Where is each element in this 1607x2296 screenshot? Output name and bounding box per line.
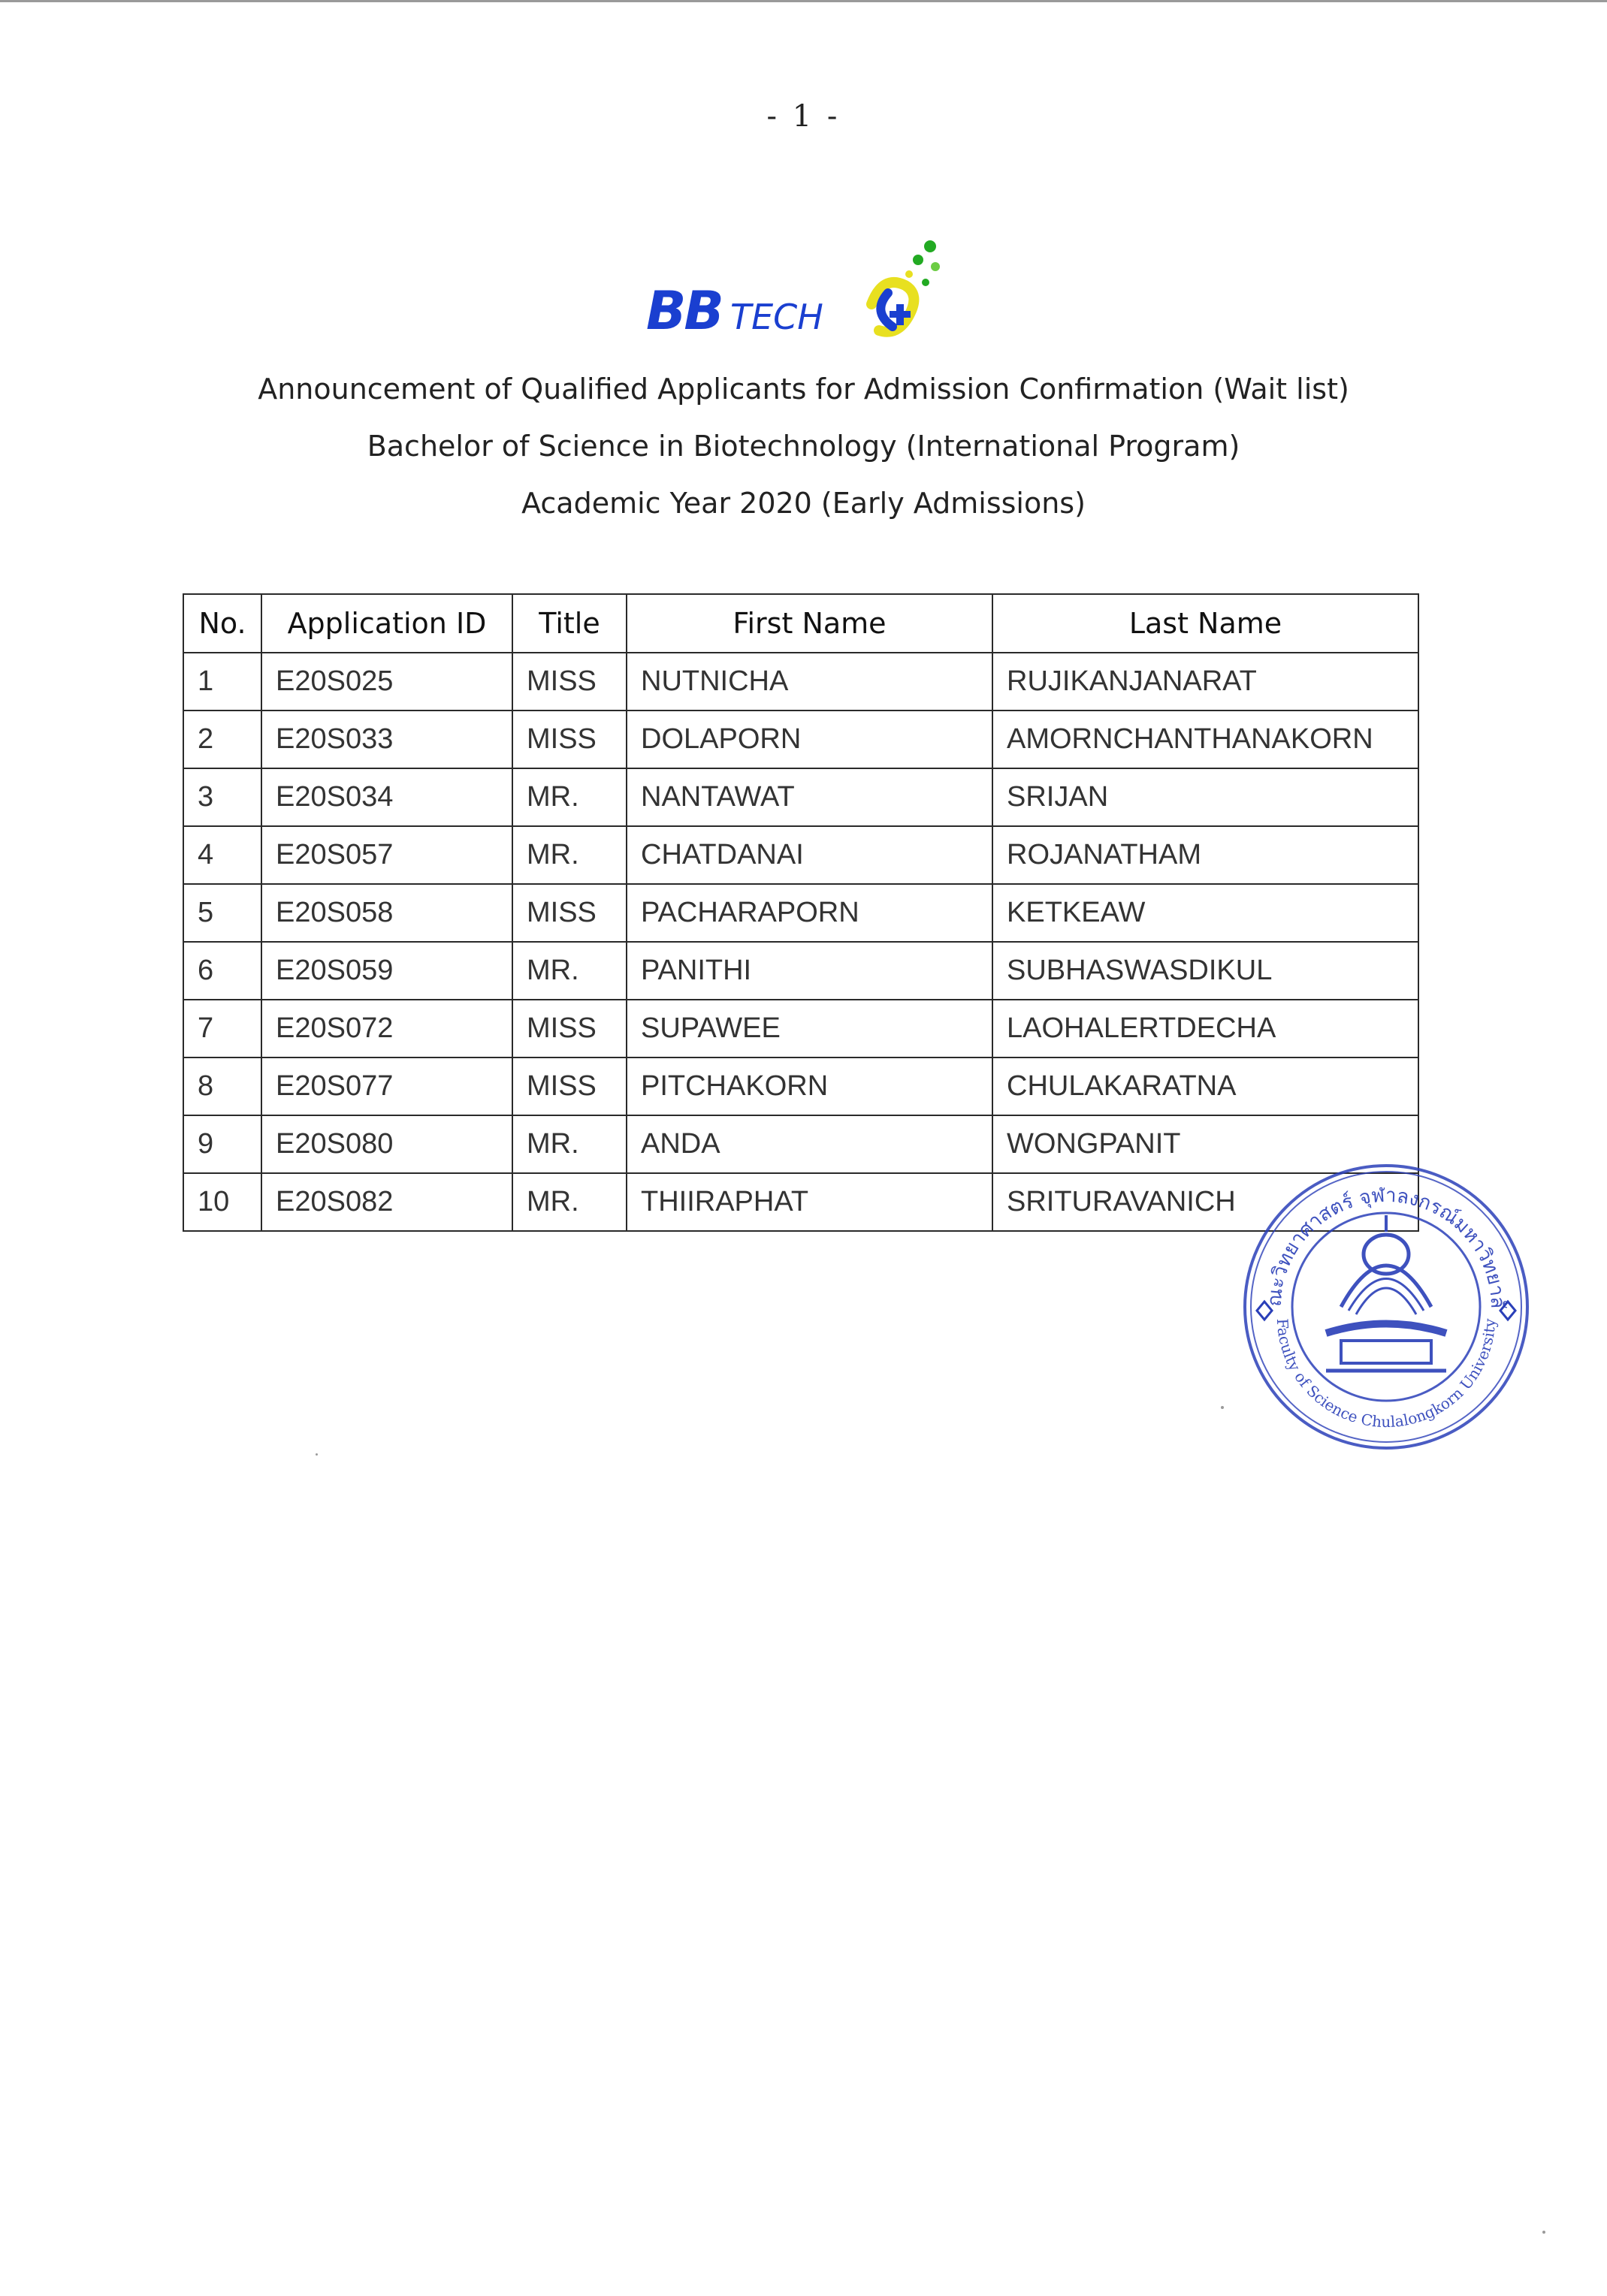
cell-application-id: E20S033 [261,711,512,768]
table-header-row [183,594,1418,653]
faculty-seal [1236,1157,1536,1457]
cell-last-name: SUBHASWASDIKUL [992,942,1418,1000]
cell-no: 8 [183,1057,261,1115]
column-header-last-name: Last Name [992,594,1418,653]
cell-last-name: SRIJAN [992,768,1418,826]
column-header-first-name: First Name [627,594,992,653]
bbtech-logo [646,233,947,345]
table-row [183,711,1418,768]
scan-speck [1542,2231,1545,2234]
university-emblem-icon [1236,1157,1536,1457]
cell-first-name: PANITHI [627,942,992,1000]
cell-last-name: AMORNCHANTHANAKORN [992,711,1418,768]
svg-text:Faculty of Science Chulalongko [1273,1317,1499,1431]
svg-text:BB: BB [646,280,722,342]
cell-application-id: E20S082 [261,1173,512,1231]
column-header-no: No. [183,594,261,653]
cell-title: MR. [512,942,627,1000]
cell-last-name: KETKEAW [992,884,1418,942]
table-row [183,1115,1418,1173]
announcement-title: Announcement of Qualified Applicants for Admission Confirmation (Wait list) [258,373,1349,406]
cell-no: 9 [183,1115,261,1173]
cell-first-name: DOLAPORN [627,711,992,768]
cell-last-name: ROJANATHAM [992,826,1418,884]
table-row [183,942,1418,1000]
page-number: - 1 - [766,99,841,134]
cell-title: MISS [512,884,627,942]
cell-first-name: PACHARAPORN [627,884,992,942]
applicants-table [183,593,1419,1232]
cell-title: MISS [512,1000,627,1057]
cell-title: MISS [512,653,627,711]
cell-title: MR. [512,768,627,826]
column-header-application-id: Application ID [261,594,512,653]
cell-first-name: THIIRAPHAT [627,1173,992,1231]
cell-first-name: PITCHAKORN [627,1057,992,1115]
table-row [183,653,1418,711]
cell-no: 2 [183,711,261,768]
cell-first-name: SUPAWEE [627,1000,992,1057]
cell-first-name: NUTNICHA [627,653,992,711]
scan-speck [316,1453,318,1456]
cell-application-id: E20S080 [261,1115,512,1173]
table-row [183,1173,1418,1231]
table-row [183,1000,1418,1057]
cell-application-id: E20S058 [261,884,512,942]
cell-last-name: RUJIKANJANARAT [992,653,1418,711]
cell-application-id: E20S072 [261,1000,512,1057]
seal-text-bottom: Faculty of Science Chulalongkorn University [1273,1317,1500,1432]
cell-last-name: CHULAKARATNA [992,1057,1418,1115]
cell-no: 6 [183,942,261,1000]
top-border [0,0,1607,2]
cell-application-id: E20S025 [261,653,512,711]
cell-title: MR. [512,1173,627,1231]
cell-application-id: E20S059 [261,942,512,1000]
cell-title: MR. [512,1115,627,1173]
cell-no: 3 [183,768,261,826]
cell-last-name: SRITURAVANICH [992,1173,1418,1231]
cell-application-id: E20S057 [261,826,512,884]
column-header-title: Title [512,594,627,653]
dna-molecule-icon [646,233,947,345]
cell-title: MISS [512,1057,627,1115]
cell-first-name: ANDA [627,1115,992,1173]
seal-text-top: ณะวิทยาศาสตร์ จุฬาลงกรณ์มหาวิทยาลั [1263,1184,1509,1309]
cell-last-name: WONGPANIT [992,1115,1418,1173]
cell-application-id: E20S077 [261,1057,512,1115]
cell-no: 5 [183,884,261,942]
cell-no: 4 [183,826,261,884]
table-row [183,1057,1418,1115]
cell-no: 10 [183,1173,261,1231]
academic-year: Academic Year 2020 (Early Admissions) [521,487,1086,520]
cell-title: MR. [512,826,627,884]
table-row [183,826,1418,884]
cell-title: MISS [512,711,627,768]
cell-first-name: NANTAWAT [627,768,992,826]
table-row [183,884,1418,942]
scan-speck [1221,1406,1224,1409]
table-row [183,768,1418,826]
cell-first-name: CHATDANAI [627,826,992,884]
program-title: Bachelor of Science in Biotechnology (International Program) [367,430,1240,463]
cell-no: 7 [183,1000,261,1057]
svg-text:คณะวิทยาศาสตร์ จุฬาลงกรณ์มหาวิ [1236,1157,1509,1309]
svg-text:TECH: TECH [730,297,823,337]
cell-no: 1 [183,653,261,711]
cell-application-id: E20S034 [261,768,512,826]
cell-last-name: LAOHALERTDECHA [992,1000,1418,1057]
